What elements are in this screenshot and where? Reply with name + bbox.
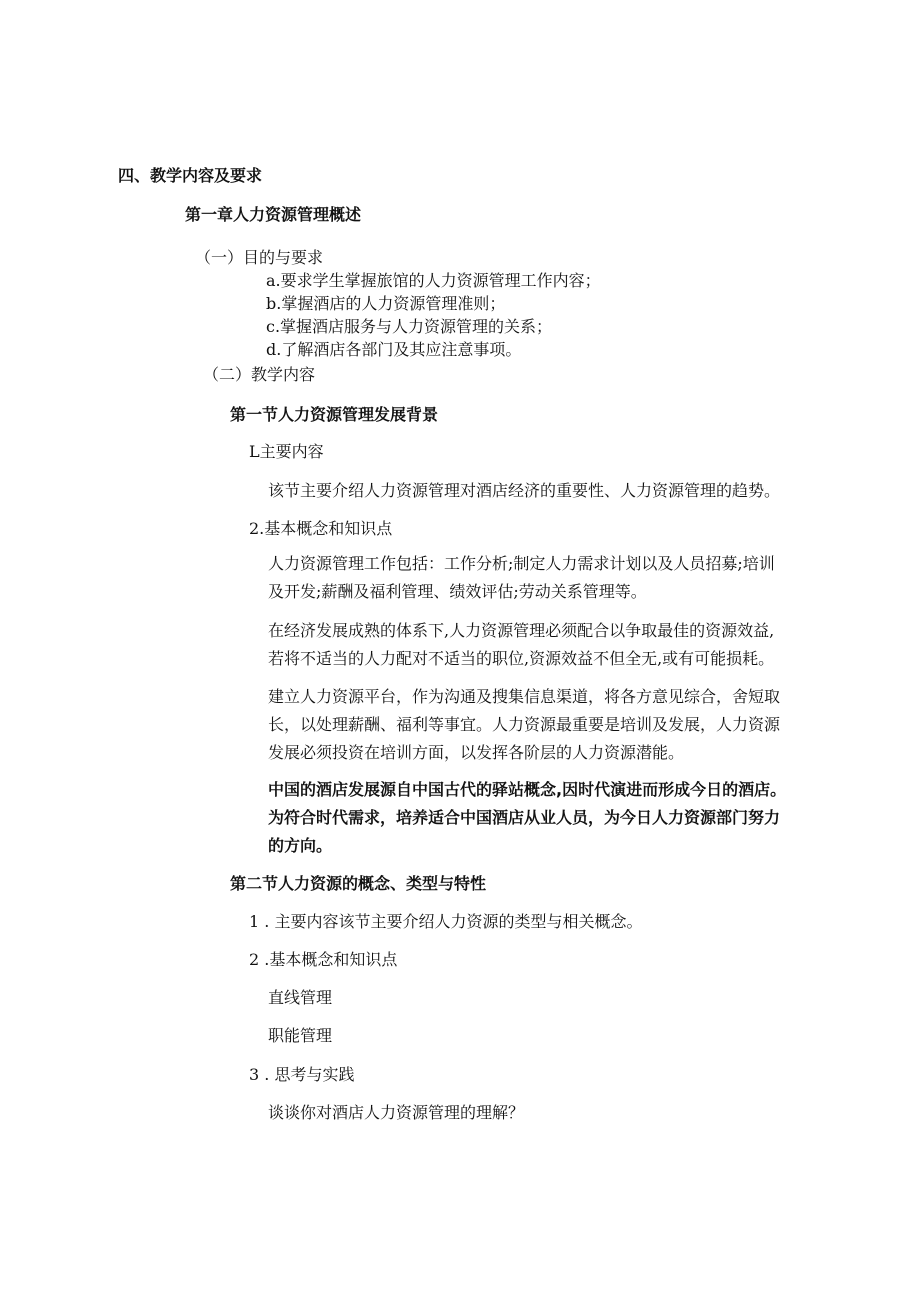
- paragraph-line: 若将不适当的人力配对不适当的职位,资源效益不但全无,或有可能损耗。: [268, 649, 775, 668]
- question-text: 谈谈你对酒店人力资源管理的理解？: [268, 1103, 525, 1122]
- paragraph-hr-work: [268, 550, 775, 606]
- objective-item: d.了解酒店各部门及其应注意事项。: [266, 340, 522, 359]
- paragraph-economy: [268, 617, 774, 673]
- numbered-item: 3 . 思考与实践: [249, 1065, 355, 1084]
- objective-item: b.掌握酒店的人力资源管理准则；: [266, 294, 506, 313]
- section-heading: 四、教学内容及要求: [118, 166, 263, 185]
- paragraph-line: 在经济发展成熟的体系下,人力资源管理必须配合以争取最佳的资源效益,: [268, 621, 775, 640]
- term: 直线管理: [268, 988, 333, 1007]
- paragraph-line: 的方向。: [268, 836, 333, 855]
- chapter-title: 第一章人力资源管理概述: [185, 205, 362, 224]
- paragraph-line: 长，以处理薪酬、福利等事宜。人力资源最重要是培训及发展，人力资源: [268, 715, 781, 734]
- main-content-text: 该节主要介绍人力资源管理对酒店经济的重要性、人力资源管理的趋势。: [268, 481, 781, 500]
- paragraph-line: 人力资源管理工作包括：工作分析;制定人力需求计划以及人员招募;培训: [268, 554, 775, 573]
- term: 职能管理: [268, 1026, 333, 1045]
- objective-item: a.要求学生掌握旅馆的人力资源管理工作内容；: [266, 271, 601, 290]
- part1-heading: （一）目的与要求: [195, 248, 324, 267]
- concepts-label: 2.基本概念和知识点: [249, 519, 393, 538]
- section1-title: 第一节人力资源管理发展背景: [230, 405, 439, 424]
- numbered-item: 1 . 主要内容该节主要介绍人力资源的类型与相关概念。: [249, 912, 643, 931]
- paragraph-line: 建立人力资源平台，作为沟通及搜集信息渠道，将各方意见综合，舍短取: [268, 687, 781, 706]
- part2-heading: （二）教学内容: [203, 365, 316, 384]
- paragraph-line: 中国的酒店发展源自中国古代的驿站概念,因时代演进而形成今日的酒店。: [268, 780, 787, 799]
- main-content-label: L主要内容: [249, 442, 324, 461]
- paragraph-line: 发展必须投资在培训方面，以发挥各阶层的人力资源潜能。: [268, 743, 685, 762]
- paragraph-platform: [268, 683, 780, 767]
- numbered-item: 2 .基本概念和知识点: [249, 950, 398, 969]
- paragraph-line: 为符合时代需求，培养适合中国酒店从业人员，为今日人力资源部门努力: [268, 808, 781, 827]
- objective-item: c.掌握酒店服务与人力资源管理的关系；: [266, 317, 553, 336]
- section2-title: 第二节人力资源的概念、类型与特性: [230, 874, 487, 893]
- paragraph-china-hotels: [268, 776, 786, 860]
- paragraph-line: 及开发;薪酬及福利管理、绩效评估;劳动关系管理等。: [268, 582, 647, 601]
